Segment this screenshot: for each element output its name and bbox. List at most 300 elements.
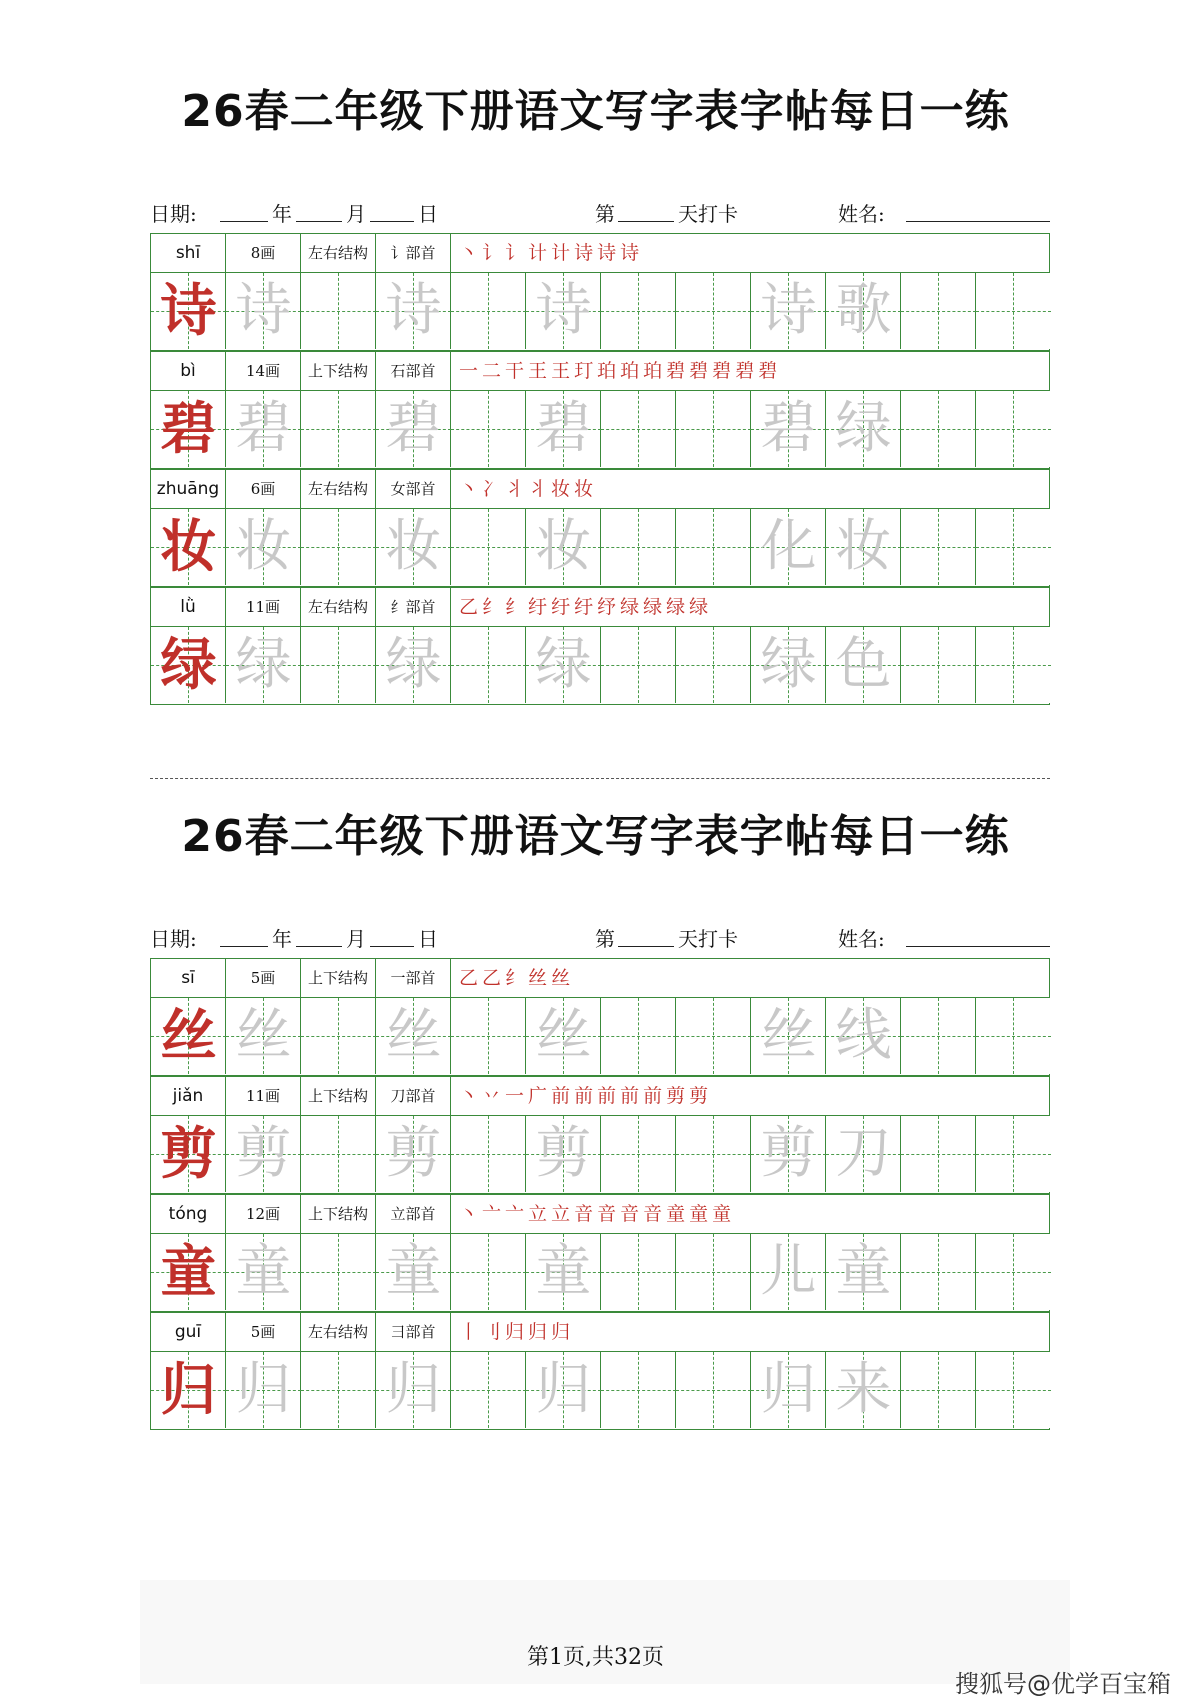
tianzige-cell[interactable] — [226, 273, 301, 349]
month-label: 月 — [346, 202, 366, 226]
stroke-step: 乙 — [459, 967, 483, 989]
stroke-step: 剪 — [666, 1085, 690, 1107]
tianzige-cell[interactable] — [751, 998, 826, 1074]
char-block — [150, 958, 1050, 1076]
stroke-step: 前 — [620, 1085, 644, 1107]
tianzige-cell[interactable] — [601, 1234, 676, 1310]
char-block — [150, 233, 1050, 351]
stroke-count-cell: 12画 — [226, 1195, 301, 1233]
stroke-step: 计 — [551, 242, 575, 264]
trace-character: 绿 — [835, 396, 892, 461]
trace-character: 来 — [835, 1357, 892, 1422]
tianzige-row — [150, 1352, 1050, 1430]
stroke-step: 亠 — [482, 1203, 506, 1225]
day-count-prefix: 第 — [595, 927, 615, 951]
stroke-step: 绿 — [689, 596, 713, 618]
tianzige-cell[interactable] — [976, 1116, 1051, 1192]
tianzige-cell[interactable] — [826, 509, 901, 585]
trace-character: 童 — [235, 1239, 292, 1304]
stroke-order-sequence — [451, 234, 643, 272]
tianzige-cell[interactable] — [526, 1234, 601, 1310]
tianzige-cell[interactable] — [151, 1352, 226, 1428]
tianzige-row — [150, 391, 1050, 469]
trace-character: 绿 — [235, 632, 292, 697]
day-count-field[interactable] — [618, 198, 674, 222]
tianzige-cell[interactable] — [676, 998, 751, 1074]
tianzige-cell[interactable] — [751, 1116, 826, 1192]
stroke-step: 音 — [574, 1203, 598, 1225]
stroke-step: 丬 — [505, 478, 529, 500]
tianzige-cell[interactable] — [376, 273, 451, 349]
stroke-step: 音 — [620, 1203, 644, 1225]
month-label: 月 — [346, 927, 366, 951]
stroke-step: 讠 — [505, 242, 529, 264]
tianzige-cell[interactable] — [376, 1234, 451, 1310]
tianzige-cell[interactable] — [601, 1116, 676, 1192]
tianzige-cell[interactable] — [976, 273, 1051, 349]
stroke-step: 纡 — [528, 596, 552, 618]
tianzige-cell[interactable] — [301, 1116, 376, 1192]
day-label: 日 — [418, 927, 438, 951]
tianzige-cell[interactable] — [676, 509, 751, 585]
tianzige-cell[interactable] — [976, 391, 1051, 467]
tianzige-cell[interactable] — [301, 391, 376, 467]
stroke-count-cell: 14画 — [226, 352, 301, 390]
tianzige-cell[interactable] — [526, 627, 601, 703]
model-character: 剪 — [160, 1121, 217, 1187]
radical-cell: 一部首 — [376, 959, 451, 997]
stroke-step: 音 — [643, 1203, 667, 1225]
trace-character: 归 — [385, 1357, 442, 1422]
stroke-step: 归 — [551, 1321, 575, 1343]
tianzige-cell[interactable] — [676, 1234, 751, 1310]
stroke-step: 丨 — [459, 1321, 483, 1343]
tianzige-cell[interactable] — [451, 273, 526, 349]
pinyin-cell: lǜ — [151, 588, 226, 626]
trace-character: 剪 — [760, 1121, 817, 1186]
stroke-step: 绿 — [643, 596, 667, 618]
trace-character: 碧 — [385, 396, 442, 461]
char-block — [150, 1076, 1050, 1194]
tianzige-cell[interactable] — [901, 1116, 976, 1192]
tianzige-cell[interactable] — [151, 1116, 226, 1192]
trace-character: 归 — [235, 1357, 292, 1422]
stroke-step: 诗 — [597, 242, 621, 264]
tianzige-cell[interactable] — [751, 627, 826, 703]
stroke-step: 纟 — [482, 596, 506, 618]
stroke-order-sequence — [451, 352, 781, 390]
tianzige-cell[interactable] — [526, 273, 601, 349]
tianzige-cell[interactable] — [826, 998, 901, 1074]
stroke-order-sequence — [451, 1195, 735, 1233]
stroke-count-cell: 5画 — [226, 959, 301, 997]
tianzige-cell[interactable] — [151, 509, 226, 585]
trace-character: 碧 — [235, 396, 292, 461]
stroke-order-sequence — [451, 470, 597, 508]
trace-character: 丝 — [235, 1003, 292, 1068]
stroke-step: 丶 — [459, 242, 483, 264]
tianzige-cell[interactable] — [901, 391, 976, 467]
practice-grid — [150, 233, 1050, 705]
char-info-row — [150, 1194, 1050, 1234]
structure-cell: 上下结构 — [301, 1195, 376, 1233]
radical-cell: 刀部首 — [376, 1077, 451, 1115]
month-field[interactable] — [296, 923, 342, 947]
tianzige-cell[interactable] — [226, 627, 301, 703]
char-info-row — [150, 1076, 1050, 1116]
page-title: 26春二年级下册语文写字表字帖每日一练 — [181, 86, 1010, 137]
tianzige-cell[interactable] — [376, 1352, 451, 1428]
name-field[interactable] — [906, 198, 1050, 222]
tianzige-cell[interactable] — [526, 391, 601, 467]
tianzige-row — [150, 273, 1050, 351]
month-field[interactable] — [296, 198, 342, 222]
tianzige-cell[interactable] — [301, 273, 376, 349]
model-character: 绿 — [160, 632, 217, 698]
trace-character: 丝 — [760, 1003, 817, 1068]
trace-character: 丝 — [535, 1003, 592, 1068]
tianzige-cell[interactable] — [376, 391, 451, 467]
trace-character: 歌 — [835, 278, 892, 343]
stroke-step: 音 — [597, 1203, 621, 1225]
tianzige-cell[interactable] — [451, 1352, 526, 1428]
stroke-step: 刂 — [482, 1321, 506, 1343]
structure-cell: 上下结构 — [301, 352, 376, 390]
stroke-step: 诗 — [620, 242, 644, 264]
stroke-step: 乙 — [482, 967, 506, 989]
stroke-step: 王 — [551, 360, 575, 382]
stroke-count-cell: 8画 — [226, 234, 301, 272]
page-number: 第1页,共32页 — [527, 1645, 664, 1670]
radical-cell: 石部首 — [376, 352, 451, 390]
tianzige-cell[interactable] — [601, 627, 676, 703]
tianzige-cell[interactable] — [676, 627, 751, 703]
tianzige-cell[interactable] — [826, 273, 901, 349]
stroke-step: 干 — [505, 360, 529, 382]
stroke-step: 王 — [528, 360, 552, 382]
trace-character: 刀 — [835, 1121, 892, 1186]
tianzige-cell[interactable] — [826, 391, 901, 467]
trace-character: 线 — [835, 1003, 892, 1068]
stroke-step: 广 — [528, 1085, 552, 1107]
trace-character: 诗 — [385, 278, 442, 343]
stroke-step: 纟 — [505, 596, 529, 618]
model-character: 丝 — [160, 1003, 217, 1069]
trace-character: 儿 — [760, 1239, 817, 1304]
stroke-step: 一 — [505, 1085, 529, 1107]
stroke-step: 一 — [459, 360, 483, 382]
model-character: 妆 — [160, 514, 217, 580]
tianzige-cell[interactable] — [751, 1234, 826, 1310]
tianzige-cell[interactable] — [451, 391, 526, 467]
pinyin-cell: shī — [151, 234, 226, 272]
trace-character: 绿 — [760, 632, 817, 697]
page-title: 26春二年级下册语文写字表字帖每日一练 — [181, 811, 1010, 862]
stroke-step: 纟 — [505, 967, 529, 989]
tianzige-row — [150, 1234, 1050, 1312]
tianzige-cell[interactable] — [376, 627, 451, 703]
tianzige-cell[interactable] — [601, 273, 676, 349]
tianzige-cell[interactable] — [376, 1116, 451, 1192]
day-count-field[interactable] — [618, 923, 674, 947]
char-block — [150, 351, 1050, 469]
stroke-step: 亠 — [505, 1203, 529, 1225]
model-character: 碧 — [160, 396, 217, 462]
stroke-step: 绿 — [666, 596, 690, 618]
tianzige-cell[interactable] — [601, 509, 676, 585]
pinyin-cell: bì — [151, 352, 226, 390]
tianzige-cell[interactable] — [826, 1116, 901, 1192]
tianzige-row — [150, 627, 1050, 705]
trace-character: 妆 — [235, 514, 292, 579]
stroke-count-cell: 6画 — [226, 470, 301, 508]
year-label: 年 — [272, 202, 292, 226]
tianzige-cell[interactable] — [901, 509, 976, 585]
tianzige-cell[interactable] — [301, 1234, 376, 1310]
trace-character: 剪 — [385, 1121, 442, 1186]
date-label: 日期: — [150, 927, 197, 951]
trace-character: 妆 — [535, 514, 592, 579]
tianzige-row — [150, 998, 1050, 1076]
stroke-step: 童 — [689, 1203, 713, 1225]
stroke-step: 丷 — [482, 1085, 506, 1107]
stroke-step: 妆 — [574, 478, 598, 500]
tianzige-cell[interactable] — [226, 391, 301, 467]
trace-character: 诗 — [535, 278, 592, 343]
tianzige-cell[interactable] — [451, 1234, 526, 1310]
checkin-label: 天打卡 — [678, 927, 738, 951]
tianzige-cell[interactable] — [301, 998, 376, 1074]
tianzige-cell[interactable] — [826, 1352, 901, 1428]
tianzige-cell[interactable] — [826, 1234, 901, 1310]
tianzige-cell[interactable] — [301, 1352, 376, 1428]
radical-cell: 讠部首 — [376, 234, 451, 272]
tianzige-cell[interactable] — [826, 627, 901, 703]
stroke-step: 丶 — [459, 1085, 483, 1107]
stroke-step: 妆 — [551, 478, 575, 500]
pinyin-cell: guī — [151, 1313, 226, 1351]
trace-character: 碧 — [535, 396, 592, 461]
day-field[interactable] — [370, 198, 414, 222]
tianzige-cell[interactable] — [226, 1116, 301, 1192]
stroke-step: 立 — [551, 1203, 575, 1225]
trace-character: 归 — [535, 1357, 592, 1422]
tianzige-cell[interactable] — [601, 391, 676, 467]
tianzige-cell[interactable] — [526, 998, 601, 1074]
tianzige-cell[interactable] — [901, 998, 976, 1074]
tianzige-cell[interactable] — [151, 273, 226, 349]
trace-character: 妆 — [835, 514, 892, 579]
tianzige-cell[interactable] — [976, 1234, 1051, 1310]
stroke-step: 讠 — [482, 242, 506, 264]
tianzige-cell[interactable] — [676, 1352, 751, 1428]
char-info-row — [150, 1312, 1050, 1352]
tianzige-cell[interactable] — [451, 998, 526, 1074]
stroke-step: 绿 — [620, 596, 644, 618]
trace-character: 诗 — [235, 278, 292, 343]
radical-cell: 彐部首 — [376, 1313, 451, 1351]
char-info-row — [150, 958, 1050, 998]
trace-character: 童 — [385, 1239, 442, 1304]
tianzige-cell[interactable] — [901, 627, 976, 703]
tianzige-cell[interactable] — [601, 998, 676, 1074]
model-character: 归 — [160, 1357, 217, 1423]
tianzige-cell[interactable] — [451, 627, 526, 703]
stroke-step: 碧 — [758, 360, 782, 382]
stroke-step: 剪 — [689, 1085, 713, 1107]
name-field[interactable] — [906, 923, 1050, 947]
tianzige-cell[interactable] — [976, 1352, 1051, 1428]
stroke-step: 珀 — [620, 360, 644, 382]
tianzige-cell[interactable] — [526, 1352, 601, 1428]
year-field[interactable] — [220, 923, 268, 947]
stroke-step: 碧 — [735, 360, 759, 382]
stroke-step: 纡 — [574, 596, 598, 618]
year-label: 年 — [272, 927, 292, 951]
stroke-order-sequence — [451, 959, 574, 997]
day-label: 日 — [418, 202, 438, 226]
stroke-count-cell: 11画 — [226, 588, 301, 626]
pinyin-cell: zhuāng — [151, 470, 226, 508]
tianzige-cell[interactable] — [451, 509, 526, 585]
practice-grid — [150, 958, 1050, 1430]
name-label: 姓名: — [838, 927, 885, 951]
day-field[interactable] — [370, 923, 414, 947]
tianzige-cell[interactable] — [676, 1116, 751, 1192]
stroke-step: 碧 — [712, 360, 736, 382]
tianzige-cell[interactable] — [751, 1352, 826, 1428]
tianzige-cell[interactable] — [751, 391, 826, 467]
stroke-step: 纡 — [551, 596, 575, 618]
radical-cell: 立部首 — [376, 1195, 451, 1233]
tianzige-cell[interactable] — [751, 273, 826, 349]
stroke-step: 丶 — [459, 1203, 483, 1225]
char-block — [150, 469, 1050, 587]
trace-character: 童 — [535, 1239, 592, 1304]
stroke-step: 归 — [528, 1321, 552, 1343]
stroke-step: 童 — [712, 1203, 736, 1225]
tianzige-cell[interactable] — [151, 627, 226, 703]
model-character: 童 — [160, 1239, 217, 1305]
tianzige-cell[interactable] — [301, 627, 376, 703]
stroke-step: 碧 — [689, 360, 713, 382]
tianzige-cell[interactable] — [226, 1234, 301, 1310]
tianzige-cell[interactable] — [226, 509, 301, 585]
stroke-count-cell: 5画 — [226, 1313, 301, 1351]
tianzige-cell[interactable] — [526, 1116, 601, 1192]
tianzige-cell[interactable] — [976, 627, 1051, 703]
date-label: 日期: — [150, 202, 197, 226]
tianzige-cell[interactable] — [751, 509, 826, 585]
stroke-step: 前 — [643, 1085, 667, 1107]
stroke-step: 归 — [505, 1321, 529, 1343]
year-field[interactable] — [220, 198, 268, 222]
stroke-step: 碧 — [666, 360, 690, 382]
stroke-step: 珀 — [597, 360, 621, 382]
tianzige-cell[interactable] — [676, 391, 751, 467]
stroke-step: 丝 — [551, 967, 575, 989]
tianzige-cell[interactable] — [151, 391, 226, 467]
tianzige-cell[interactable] — [451, 1116, 526, 1192]
stroke-step: 丶 — [459, 478, 483, 500]
checkin-label: 天打卡 — [678, 202, 738, 226]
tianzige-cell[interactable] — [151, 1234, 226, 1310]
name-label: 姓名: — [838, 202, 885, 226]
stroke-step: 丬 — [528, 478, 552, 500]
radical-cell: 纟部首 — [376, 588, 451, 626]
stroke-order-sequence — [451, 588, 712, 626]
tianzige-cell[interactable] — [376, 509, 451, 585]
tianzige-cell[interactable] — [301, 509, 376, 585]
pinyin-cell: sī — [151, 959, 226, 997]
structure-cell: 左右结构 — [301, 1313, 376, 1351]
trace-character: 绿 — [535, 632, 592, 697]
structure-cell: 左右结构 — [301, 470, 376, 508]
structure-cell: 左右结构 — [301, 588, 376, 626]
trace-character: 碧 — [760, 396, 817, 461]
trace-character: 妆 — [385, 514, 442, 579]
trace-character: 童 — [835, 1239, 892, 1304]
structure-cell: 左右结构 — [301, 234, 376, 272]
tianzige-cell[interactable] — [976, 509, 1051, 585]
tianzige-cell[interactable] — [601, 1352, 676, 1428]
trace-character: 化 — [760, 514, 817, 579]
tianzige-row — [150, 1116, 1050, 1194]
tianzige-cell[interactable] — [226, 1352, 301, 1428]
stroke-step: 诗 — [574, 242, 598, 264]
stroke-step: 童 — [666, 1203, 690, 1225]
stroke-count-cell: 11画 — [226, 1077, 301, 1115]
trace-character: 丝 — [385, 1003, 442, 1068]
tianzige-cell[interactable] — [976, 998, 1051, 1074]
trace-character: 诗 — [760, 278, 817, 343]
tianzige-cell[interactable] — [901, 1352, 976, 1428]
stroke-order-sequence — [451, 1077, 712, 1115]
trace-character: 归 — [760, 1357, 817, 1422]
trace-character: 剪 — [535, 1121, 592, 1186]
trace-character: 色 — [835, 632, 892, 697]
day-count-prefix: 第 — [595, 202, 615, 226]
tianzige-cell[interactable] — [901, 273, 976, 349]
stroke-step: 丝 — [528, 967, 552, 989]
tianzige-cell[interactable] — [676, 273, 751, 349]
pinyin-cell: tóng — [151, 1195, 226, 1233]
char-block — [150, 1312, 1050, 1430]
model-character: 诗 — [160, 278, 217, 344]
stroke-step: 二 — [482, 360, 506, 382]
tianzige-cell[interactable] — [376, 998, 451, 1074]
stroke-step: 立 — [528, 1203, 552, 1225]
stroke-step: 乙 — [459, 596, 483, 618]
tianzige-cell[interactable] — [901, 1234, 976, 1310]
sheet-header — [150, 198, 1050, 228]
stroke-step: 珀 — [643, 360, 667, 382]
tianzige-row — [150, 509, 1050, 587]
stroke-step: 前 — [551, 1085, 575, 1107]
tianzige-cell[interactable] — [151, 998, 226, 1074]
stroke-step: 冫 — [482, 478, 506, 500]
sheet-header — [150, 923, 1050, 953]
stroke-step: 纾 — [597, 596, 621, 618]
char-info-row — [150, 587, 1050, 627]
trace-character: 绿 — [385, 632, 442, 697]
structure-cell: 上下结构 — [301, 959, 376, 997]
char-info-row — [150, 351, 1050, 391]
tianzige-cell[interactable] — [526, 509, 601, 585]
tianzige-cell[interactable] — [226, 998, 301, 1074]
char-info-row — [150, 469, 1050, 509]
stroke-step: 前 — [574, 1085, 598, 1107]
